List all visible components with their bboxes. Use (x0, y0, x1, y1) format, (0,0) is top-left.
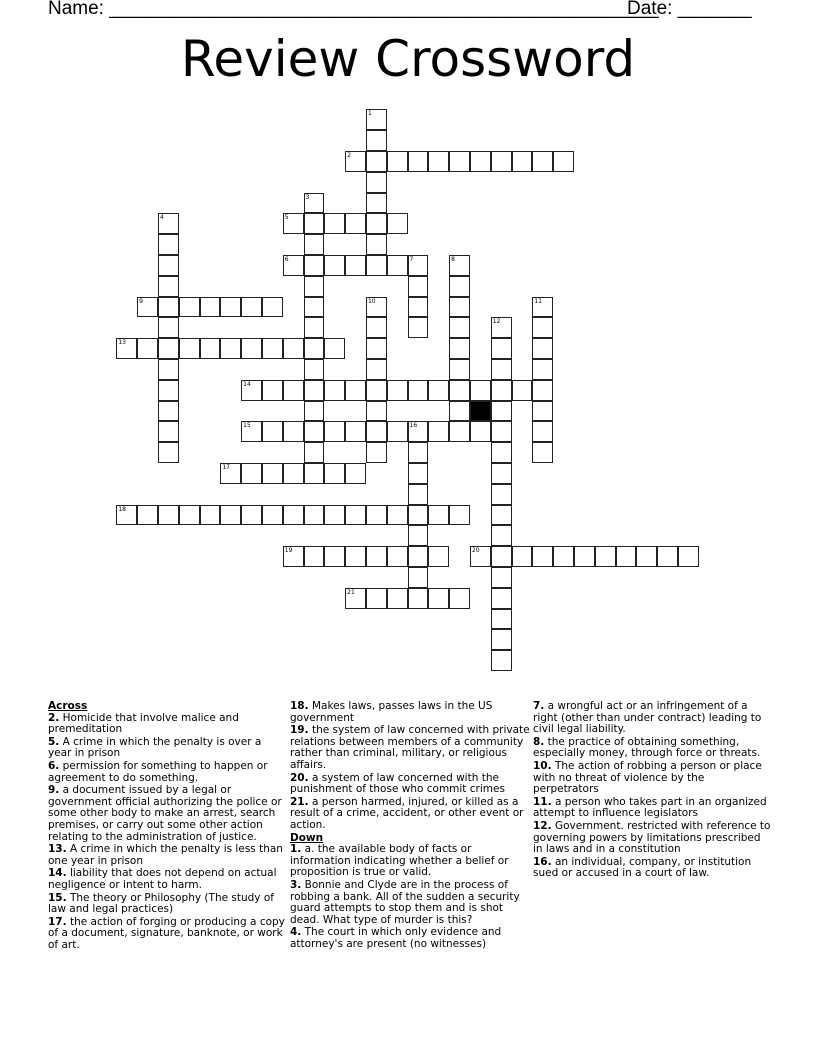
clue-down: 16. an individual, company, or institution sued or accused in a court of law. (533, 855, 752, 880)
cell-number: 18 (118, 505, 126, 513)
clue-down: 12. Government. restricted with reference to governing powers by limitations prescribed in laws and in a constitution (533, 819, 771, 856)
clue-across: 19. the system of law concerned with private relations between members of a community rather than criminal, military, or religious affairs. (290, 724, 530, 771)
clue-column-3 (533, 701, 773, 881)
clue-down: 7. a wrongful act or an infringement of a right (other than under contract) leading to civil legal liability. (533, 700, 762, 736)
grid-cell[interactable] (158, 317, 179, 338)
grid-cell[interactable] (470, 421, 491, 442)
grid-cell[interactable] (137, 297, 158, 318)
grid-cell[interactable] (428, 546, 449, 567)
grid-cell[interactable] (304, 505, 325, 526)
grid-cell[interactable] (366, 588, 387, 609)
grid-cell[interactable] (512, 546, 533, 567)
grid-cell[interactable] (262, 505, 283, 526)
grid-cell[interactable] (512, 151, 533, 172)
grid-cell[interactable] (366, 380, 387, 401)
grid-cell[interactable] (408, 151, 429, 172)
grid-cell[interactable] (491, 505, 512, 526)
grid-cell[interactable] (324, 463, 345, 484)
clue-down: 3. Bonnie and Clyde are in the process of robbing a bank. All of the sudden a security guard attempts to stop them and is shot dead. What type of murder is this? (290, 878, 520, 926)
clue-across: 2. Homicide that involve malice and premeditation (48, 711, 239, 736)
grid-cell[interactable] (283, 338, 304, 359)
grid-cell[interactable] (220, 505, 241, 526)
cell-number: 4 (159, 214, 164, 222)
grid-cell[interactable] (324, 380, 345, 401)
grid-cell[interactable] (116, 338, 137, 359)
cell-number: 14 (243, 380, 251, 388)
grid-cell[interactable] (491, 463, 512, 484)
clue-column-2 (290, 701, 530, 951)
clue-across: 17. the action of forging or producing a copy of a document, signature, banknote, or work of art. (48, 915, 285, 951)
cell-number: 17 (222, 463, 230, 471)
grid-cell[interactable] (408, 525, 429, 546)
grid-cell[interactable] (158, 421, 179, 442)
across-heading: Across (48, 700, 88, 712)
grid-cell[interactable] (262, 380, 283, 401)
grid-cell[interactable] (345, 151, 366, 172)
clue-across: 9. a document issued by a legal or government official authorizing the police or some other body to make an arrest, search premises, or carry out some other action relating to the administration of justice. (48, 784, 282, 843)
grid-cell[interactable] (449, 151, 470, 172)
grid-cell[interactable] (304, 213, 325, 234)
grid-cell[interactable] (366, 130, 387, 151)
grid-cell[interactable] (366, 546, 387, 567)
grid-cell[interactable] (304, 359, 325, 380)
grid-cell[interactable] (491, 525, 512, 546)
clue-across: 18. Makes laws, passes laws in the US government (290, 700, 493, 724)
cell-number: 6 (284, 255, 289, 263)
cell-number: 11 (534, 297, 542, 305)
grid-cell[interactable] (616, 546, 637, 567)
date-field[interactable]: Date: _______ (627, 0, 752, 19)
grid-cell[interactable] (553, 151, 574, 172)
grid-cell[interactable] (304, 380, 325, 401)
grid-cell[interactable] (179, 297, 200, 318)
clue-across: 21. a person harmed, injured, or killed as a result of a crime, accident, or other event or action. (290, 795, 524, 831)
grid-cell[interactable] (532, 421, 553, 442)
grid-cell[interactable] (449, 317, 470, 338)
clue-column-1 (48, 701, 288, 952)
cell-number: 10 (367, 297, 376, 305)
grid-cell[interactable] (324, 255, 345, 276)
grid-cell[interactable] (491, 609, 512, 630)
grid-cell[interactable] (324, 546, 345, 567)
grid-cell[interactable] (449, 276, 470, 297)
grid-cell[interactable] (408, 442, 429, 463)
grid-cell[interactable] (491, 484, 512, 505)
grid-cell[interactable] (408, 297, 429, 318)
grid-cell[interactable] (512, 380, 533, 401)
grid-cell[interactable] (324, 213, 345, 234)
grid-cell[interactable] (408, 463, 429, 484)
grid-cell[interactable] (408, 276, 429, 297)
grid-cell[interactable] (449, 359, 470, 380)
grid-cell[interactable] (283, 505, 304, 526)
grid-cell[interactable] (200, 338, 221, 359)
grid-cell[interactable] (304, 276, 325, 297)
grid-cell[interactable] (657, 546, 678, 567)
grid-cell[interactable] (324, 505, 345, 526)
grid-cell[interactable] (449, 338, 470, 359)
grid-cell[interactable] (366, 442, 387, 463)
grid-cell[interactable] (387, 546, 408, 567)
cell-number: 21 (347, 588, 355, 596)
grid-cell[interactable] (283, 255, 304, 276)
grid-cell[interactable] (304, 401, 325, 422)
grid-cell[interactable] (158, 338, 179, 359)
grid-cell[interactable] (241, 421, 262, 442)
grid-cell[interactable] (449, 297, 470, 318)
grid-cell[interactable] (387, 255, 408, 276)
grid-cell[interactable] (324, 421, 345, 442)
grid-cell[interactable] (324, 338, 345, 359)
grid-cell[interactable] (366, 193, 387, 214)
grid-cell[interactable] (678, 546, 699, 567)
grid-cell[interactable] (283, 380, 304, 401)
grid-cell[interactable] (428, 588, 449, 609)
clue-across: 5. A crime in which the penalty is over a year in prison (48, 735, 262, 760)
clue-across: 20. a system of law concerned with the punishment of those who commit crimes (290, 771, 505, 796)
grid-cell[interactable] (428, 421, 449, 442)
grid-cell[interactable] (408, 421, 429, 442)
cell-number: 20 (471, 547, 480, 555)
grid-cell[interactable] (470, 380, 491, 401)
cell-number: 13 (118, 339, 126, 347)
grid-cell[interactable] (491, 567, 512, 588)
grid-cell[interactable] (158, 234, 179, 255)
grid-cell[interactable] (449, 255, 470, 276)
grid-cell[interactable] (408, 255, 429, 276)
grid-cell[interactable] (449, 588, 470, 609)
grid-cell[interactable] (491, 650, 512, 671)
grid-cell[interactable] (283, 546, 304, 567)
grid-cell[interactable] (387, 151, 408, 172)
cell-number: 15 (243, 422, 251, 430)
grid-cell[interactable] (491, 380, 512, 401)
clue-down: 8. the practice of obtaining something, especially money, through force or threats. (533, 735, 761, 760)
grid-cell[interactable] (491, 151, 512, 172)
grid-cell[interactable] (366, 505, 387, 526)
grid-cell[interactable] (304, 463, 325, 484)
grid-cell[interactable] (345, 213, 366, 234)
grid-cell[interactable] (366, 317, 387, 338)
grid-cell[interactable] (262, 297, 283, 318)
grid-cell[interactable] (428, 505, 449, 526)
cell-number: 9 (139, 297, 143, 305)
grid-cell[interactable] (158, 359, 179, 380)
grid-cell[interactable] (304, 255, 325, 276)
grid-cell[interactable] (304, 234, 325, 255)
grid-cell[interactable] (220, 297, 241, 318)
grid-cell[interactable] (304, 421, 325, 442)
clue-across: 6. permission for something to happen or agreement to do something. (48, 759, 268, 784)
clue-across: 14. liability that does not depend on actual negligence or intent to harm. (48, 867, 277, 891)
grid-cell[interactable] (304, 338, 325, 359)
grid-cell[interactable] (366, 297, 387, 318)
grid-cell[interactable] (366, 151, 387, 172)
grid-cell[interactable] (220, 463, 241, 484)
grid-cell[interactable] (408, 317, 429, 338)
grid-cell[interactable] (304, 317, 325, 338)
grid-cell[interactable] (491, 629, 512, 650)
grid-cell[interactable] (491, 401, 512, 422)
grid-cell[interactable] (366, 172, 387, 193)
grid-cell[interactable] (345, 546, 366, 567)
grid-cell[interactable] (595, 546, 616, 567)
grid-cell[interactable] (283, 213, 304, 234)
grid-cell[interactable] (574, 546, 595, 567)
grid-cell[interactable] (408, 505, 429, 526)
page-title: Review Crossword (180, 30, 636, 88)
grid-cell[interactable] (283, 421, 304, 442)
cell-number: 5 (284, 214, 289, 222)
grid-cell[interactable] (449, 401, 470, 422)
grid-cell[interactable] (387, 421, 408, 442)
grid-cell[interactable] (345, 588, 366, 609)
grid-cell[interactable] (158, 442, 179, 463)
grid-cell[interactable] (532, 338, 553, 359)
grid-cell[interactable] (262, 421, 283, 442)
grid-cell[interactable] (366, 338, 387, 359)
grid-cell[interactable] (366, 359, 387, 380)
grid-cell[interactable] (241, 380, 262, 401)
grid-cell[interactable] (158, 276, 179, 297)
cell-number: 7 (409, 255, 414, 263)
down-heading: Down (290, 831, 324, 844)
grid-cell[interactable] (408, 546, 429, 567)
grid-cell[interactable] (491, 442, 512, 463)
grid-cell[interactable] (491, 338, 512, 359)
grid-cell[interactable] (241, 297, 262, 318)
grid-cell[interactable] (532, 151, 553, 172)
cell-number: 16 (409, 422, 418, 430)
grid-cell[interactable] (387, 505, 408, 526)
grid-cell[interactable] (532, 380, 553, 401)
clue-down: 10. The action of robbing a person or place with no threat of violence by the perpetrators (533, 759, 762, 796)
grid-cell[interactable] (491, 359, 512, 380)
grid-cell[interactable] (241, 463, 262, 484)
grid-cell[interactable] (116, 505, 137, 526)
clue-down: 1. a. the available body of facts or information indicating whether a belief or proposition is true or valid. (290, 843, 509, 879)
grid-cell[interactable] (158, 255, 179, 276)
grid-cell[interactable] (345, 505, 366, 526)
clue-down: 11. a person who takes part in an organized attempt to influence legislators (533, 795, 767, 820)
grid-cell[interactable] (428, 151, 449, 172)
grid-cell[interactable] (304, 297, 325, 318)
clue-across: 13. A crime in which the penalty is less than one year in prison (48, 843, 283, 867)
cell-number: 19 (284, 547, 293, 555)
grid-cell[interactable] (387, 380, 408, 401)
grid-cell[interactable] (200, 297, 221, 318)
grid-cell[interactable] (345, 255, 366, 276)
clue-down: 4. The court in which only evidence and attorney's are present (no witnesses) (290, 926, 502, 950)
grid-cell[interactable] (366, 213, 387, 234)
grid-cell[interactable] (137, 338, 158, 359)
grid-cell[interactable] (532, 297, 553, 318)
grid-cell[interactable] (366, 401, 387, 422)
grid-cell[interactable] (345, 380, 366, 401)
grid-cell[interactable] (158, 297, 179, 318)
name-field[interactable]: Name: ____________________________________________________ (48, 0, 659, 19)
grid-cell[interactable] (532, 401, 553, 422)
grid-cell[interactable] (449, 380, 470, 401)
clue-across: 15. The theory or Philosophy (The study of law and legal practices) (48, 891, 274, 916)
grid-cell[interactable] (636, 546, 657, 567)
grid-cell[interactable] (158, 213, 179, 234)
cell-number: 1 (367, 110, 372, 118)
grid-cell[interactable] (262, 338, 283, 359)
grid-cell[interactable] (428, 380, 449, 401)
grid-cell[interactable] (158, 505, 179, 526)
grid-cell[interactable] (408, 484, 429, 505)
grid-cell[interactable] (387, 588, 408, 609)
grid-cell[interactable] (532, 442, 553, 463)
grid-cell[interactable] (491, 317, 512, 338)
grid-cell[interactable] (408, 567, 429, 588)
grid-cell[interactable] (262, 463, 283, 484)
cell-number: 3 (305, 193, 310, 201)
grid-cell[interactable] (283, 463, 304, 484)
grid-cell[interactable] (449, 505, 470, 526)
grid-cell[interactable] (304, 442, 325, 463)
grid-cell[interactable] (449, 421, 470, 442)
grid-cell[interactable] (345, 421, 366, 442)
grid-cell[interactable] (158, 380, 179, 401)
grid-cell[interactable] (304, 193, 325, 214)
cell-number: 8 (451, 255, 455, 263)
grid-cell[interactable] (241, 338, 262, 359)
grid-cell[interactable] (366, 255, 387, 276)
grid-cell[interactable] (491, 588, 512, 609)
grid-cell[interactable] (470, 546, 491, 567)
grid-cell[interactable] (179, 338, 200, 359)
black-cell (470, 401, 491, 422)
grid-cell[interactable] (387, 213, 408, 234)
grid-cell[interactable] (532, 317, 553, 338)
grid-cell[interactable] (304, 546, 325, 567)
cell-number: 2 (347, 151, 351, 159)
grid-cell[interactable] (220, 338, 241, 359)
grid-cell[interactable] (345, 463, 366, 484)
grid-cell[interactable] (200, 505, 221, 526)
cell-number: 12 (492, 318, 501, 326)
grid-cell[interactable] (553, 546, 574, 567)
grid-cell[interactable] (158, 401, 179, 422)
grid-cell[interactable] (491, 546, 512, 567)
grid-cell[interactable] (179, 505, 200, 526)
grid-cell[interactable] (470, 151, 491, 172)
grid-cell[interactable] (137, 505, 158, 526)
grid-cell[interactable] (408, 380, 429, 401)
grid-cell[interactable] (491, 421, 512, 442)
grid-cell[interactable] (366, 421, 387, 442)
grid-cell[interactable] (241, 505, 262, 526)
grid-cell[interactable] (366, 234, 387, 255)
grid-cell[interactable] (532, 546, 553, 567)
grid-cell[interactable] (532, 359, 553, 380)
grid-cell[interactable] (366, 109, 387, 130)
grid-cell[interactable] (408, 588, 429, 609)
